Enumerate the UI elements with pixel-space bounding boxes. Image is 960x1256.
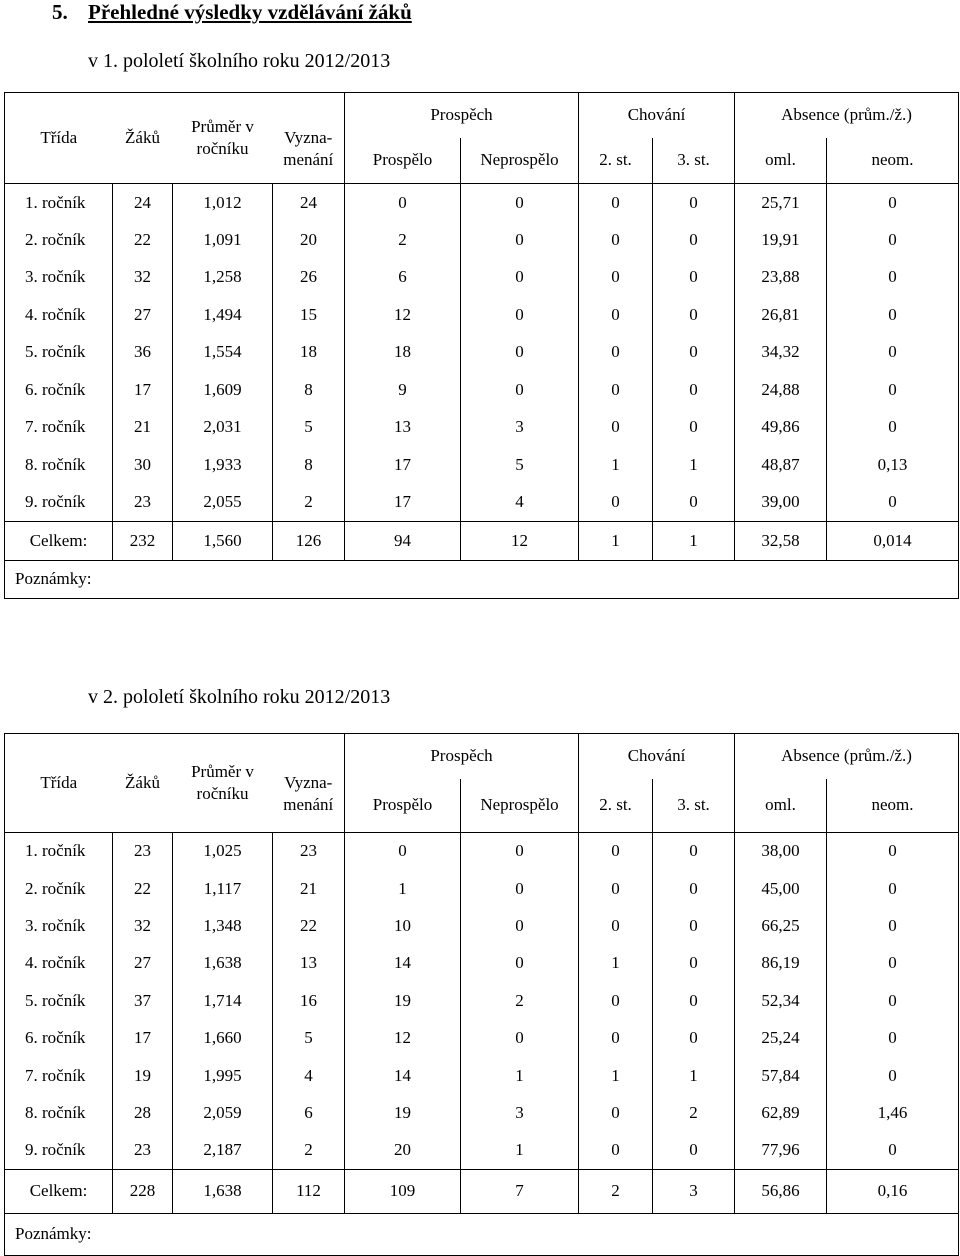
table-cell: 0 [653, 833, 735, 870]
table-row [5, 184, 959, 222]
table-cell: 19,91 [735, 221, 827, 259]
table-cell: 0 [827, 484, 959, 522]
row-label: 4. ročník [25, 953, 86, 973]
row-label: 6. ročník [25, 1028, 86, 1048]
column-header-prospech: Prospěch [345, 734, 579, 779]
table-cell: 1 [653, 446, 735, 484]
notes-row [5, 560, 959, 598]
table-cell: 32 [113, 259, 173, 297]
table-cell: 20 [345, 1132, 461, 1169]
table-cell: 0 [653, 982, 735, 1019]
total-label: Celkem: [5, 521, 113, 560]
table-row [5, 945, 959, 982]
table-cell: 32 [113, 907, 173, 944]
table-cell: 2 [345, 221, 461, 259]
table-cell: 0 [827, 221, 959, 259]
row-label: 3. ročník [25, 915, 86, 935]
table-cell: 57,84 [735, 1057, 827, 1094]
table-row [5, 1019, 959, 1056]
column-header-vyznamenani-line1: Vyzna- [284, 128, 333, 147]
table-row [5, 1057, 959, 1094]
table-cell: 24 [273, 184, 345, 222]
column-header-trida: Třída [40, 128, 78, 147]
table-cell: 16 [273, 982, 345, 1019]
table-cell: 0 [579, 334, 653, 372]
table-cell: 5 [461, 446, 579, 484]
column-header-prumer-line1: Průměr v [191, 762, 254, 781]
column-header-chovani: Chování [579, 734, 735, 779]
column-header-trida: Třída [40, 773, 78, 792]
column-header-neom: neom. [827, 779, 959, 833]
table-cell: 2,059 [173, 1094, 273, 1131]
table-cell: 2 [273, 484, 345, 522]
table-cell: 36 [113, 334, 173, 372]
row-label: 5. ročník [25, 342, 86, 362]
table-cell: 86,19 [735, 945, 827, 982]
table-cell: 1,609 [173, 371, 273, 409]
total-cell: 0,16 [827, 1169, 959, 1213]
table-cell: 26 [273, 259, 345, 297]
table-cell: 0 [827, 259, 959, 297]
row-label: 5. ročník [25, 990, 86, 1010]
table-cell: 0 [461, 945, 579, 982]
table-cell: 0 [653, 371, 735, 409]
table-cell: 1,660 [173, 1019, 273, 1056]
row-label: 7. ročník [25, 417, 86, 437]
total-cell: 112 [273, 1169, 345, 1213]
total-row [5, 521, 959, 560]
column-header-oml: oml. [735, 138, 827, 184]
table-cell: 15 [273, 296, 345, 334]
total-cell: 1,560 [173, 521, 273, 560]
table-cell: 0 [653, 907, 735, 944]
column-header-vyznamenani [273, 734, 345, 833]
column-header-3st: 3. st. [653, 779, 735, 833]
table-cell: 0 [579, 982, 653, 1019]
table-cell: 0 [461, 833, 579, 870]
column-header-2st: 2. st. [579, 138, 653, 184]
table-cell: 27 [113, 296, 173, 334]
row-label: 3. ročník [25, 267, 86, 287]
table-cell: 25,24 [735, 1019, 827, 1056]
table-cell: 0 [579, 833, 653, 870]
table-cell: 0 [827, 409, 959, 447]
table-cell: 17 [113, 1019, 173, 1056]
table-cell: 0 [579, 221, 653, 259]
table-cell: 18 [273, 334, 345, 372]
total-cell: 232 [113, 521, 173, 560]
table-cell: 34,32 [735, 334, 827, 372]
table-cell: 6 [345, 259, 461, 297]
table-cell: 0 [461, 907, 579, 944]
table-cell: 1 [345, 870, 461, 907]
table-cell: 1 [579, 945, 653, 982]
table-cell: 0 [461, 870, 579, 907]
notes-label: Poznámky: [5, 560, 959, 598]
table-cell: 22 [273, 907, 345, 944]
table-cell: 25,71 [735, 184, 827, 222]
section-number: 5. [52, 0, 68, 24]
table-cell: 19 [345, 1094, 461, 1131]
table-cell: 0 [579, 259, 653, 297]
table-row [5, 833, 959, 870]
table-cell: 0 [579, 1094, 653, 1131]
table-row [5, 870, 959, 907]
total-cell: 2 [579, 1169, 653, 1213]
column-header-zaku: Žáků [125, 773, 160, 792]
table-cell: 0 [653, 409, 735, 447]
total-row [5, 1169, 959, 1213]
table-cell: 0,13 [827, 446, 959, 484]
total-cell: 126 [273, 521, 345, 560]
total-cell: 32,58 [735, 521, 827, 560]
total-cell: 109 [345, 1169, 461, 1213]
table-cell: 5 [273, 1019, 345, 1056]
column-header-prospelo: Prospělo [345, 138, 461, 184]
table-cell: 22 [113, 221, 173, 259]
table-cell: 1,995 [173, 1057, 273, 1094]
table-cell: 0 [345, 833, 461, 870]
table-cell: 19 [345, 982, 461, 1019]
table-row [5, 334, 959, 372]
table-cell: 0 [461, 184, 579, 222]
row-label: 4. ročník [25, 304, 86, 324]
table-cell: 0 [653, 334, 735, 372]
table-cell: 0 [461, 334, 579, 372]
table-cell: 1 [579, 446, 653, 484]
table-cell: 0 [827, 371, 959, 409]
row-label: 6. ročník [25, 379, 86, 399]
column-header-2st: 2. st. [579, 779, 653, 833]
row-label: 8. ročník [25, 454, 86, 474]
table-row [5, 296, 959, 334]
total-cell: 1 [579, 521, 653, 560]
table-cell: 0 [653, 184, 735, 222]
table-cell: 14 [345, 1057, 461, 1094]
table-cell: 1 [653, 1057, 735, 1094]
column-header-vyznamenani-line2: menání [283, 795, 334, 814]
column-header-prumer-line2: ročníku [196, 139, 249, 158]
table-cell: 1,494 [173, 296, 273, 334]
table-cell: 14 [345, 945, 461, 982]
table-cell: 17 [113, 371, 173, 409]
row-label: 1. ročník [5, 833, 113, 870]
column-header-vyznamenani-line2: menání [283, 150, 334, 169]
column-header-vyznamenani [273, 93, 345, 184]
table-row [5, 907, 959, 944]
table-cell: 0 [653, 945, 735, 982]
table-cell: 38,00 [735, 833, 827, 870]
column-header-neprospelo: Neprospělo [461, 138, 579, 184]
total-cell: 7 [461, 1169, 579, 1213]
row-label: 2. ročník [25, 878, 86, 898]
table-cell: 2 [273, 1132, 345, 1169]
table-cell: 45,00 [735, 870, 827, 907]
table-cell: 0 [653, 1132, 735, 1169]
notes-label: Poznámky: [5, 1213, 959, 1255]
total-cell: 1,638 [173, 1169, 273, 1213]
table-cell: 18 [345, 334, 461, 372]
table-cell: 62,89 [735, 1094, 827, 1131]
table-cell: 0 [827, 1019, 959, 1056]
column-header-prumer-line2: ročníku [196, 784, 249, 803]
table-cell: 6 [273, 1094, 345, 1131]
column-header-prumer-line1: Průměr v [191, 117, 254, 136]
table-cell: 39,00 [735, 484, 827, 522]
table-cell: 12 [345, 296, 461, 334]
table-cell: 4 [273, 1057, 345, 1094]
table-row [5, 446, 959, 484]
table-cell: 0 [579, 409, 653, 447]
table-cell: 0 [827, 1057, 959, 1094]
table-cell: 1 [461, 1132, 579, 1169]
table-cell: 1,025 [173, 833, 273, 870]
column-header-prumer [173, 734, 273, 833]
table-cell: 17 [345, 484, 461, 522]
table-cell: 0 [461, 1019, 579, 1056]
table-cell: 1,091 [173, 221, 273, 259]
table-cell: 0 [827, 833, 959, 870]
table-cell: 19 [113, 1057, 173, 1094]
table-cell: 1,012 [173, 184, 273, 222]
table-cell: 49,86 [735, 409, 827, 447]
table-cell: 21 [273, 870, 345, 907]
table-cell: 24 [113, 184, 173, 222]
row-label: 1. ročník [5, 184, 113, 222]
table-cell: 24,88 [735, 371, 827, 409]
header-row-1 [5, 734, 959, 779]
semester1-table [4, 92, 959, 599]
table-cell: 12 [345, 1019, 461, 1056]
table-cell: 1,554 [173, 334, 273, 372]
semester2-subtitle: v 2. pololetí školního roku 2012/2013 [88, 686, 391, 708]
semester1-subtitle: v 1. pololetí školního roku 2012/2013 [88, 50, 391, 72]
table-cell: 22 [113, 870, 173, 907]
table-cell: 0 [827, 945, 959, 982]
table-cell: 52,34 [735, 982, 827, 1019]
total-cell: 3 [653, 1169, 735, 1213]
total-cell: 94 [345, 521, 461, 560]
table-cell: 0 [579, 371, 653, 409]
table-cell: 0 [827, 1132, 959, 1169]
table-cell: 0 [461, 221, 579, 259]
table-cell: 1,348 [173, 907, 273, 944]
table-cell: 23,88 [735, 259, 827, 297]
table-cell: 0 [827, 296, 959, 334]
table-cell: 1 [461, 1057, 579, 1094]
table-cell: 2,187 [173, 1132, 273, 1169]
column-header-neom: neom. [827, 138, 959, 184]
table-cell: 21 [113, 409, 173, 447]
table-cell: 3 [461, 409, 579, 447]
table-cell: 2,031 [173, 409, 273, 447]
table-cell: 26,81 [735, 296, 827, 334]
table-cell: 0 [653, 484, 735, 522]
table-cell: 2 [461, 982, 579, 1019]
column-header-chovani: Chování [579, 93, 735, 138]
table-cell: 10 [345, 907, 461, 944]
table-cell: 2,055 [173, 484, 273, 522]
table-row [5, 1132, 959, 1169]
table-cell: 20 [273, 221, 345, 259]
table-cell: 13 [273, 945, 345, 982]
column-header-absence: Absence (prům./ž.) [735, 734, 959, 779]
row-label: 7. ročník [25, 1065, 86, 1085]
table-cell: 0 [461, 371, 579, 409]
section-title: Přehledné výsledky vzdělávání žáků [88, 0, 412, 24]
table-cell: 17 [345, 446, 461, 484]
table-cell: 13 [345, 409, 461, 447]
table-cell: 0 [345, 184, 461, 222]
table-cell: 8 [273, 371, 345, 409]
table-cell: 2 [653, 1094, 735, 1131]
column-header-prospelo: Prospělo [345, 779, 461, 833]
table-cell: 0 [579, 1132, 653, 1169]
table-row [5, 259, 959, 297]
table-cell: 27 [113, 945, 173, 982]
table-cell: 0 [827, 334, 959, 372]
table-cell: 0 [827, 982, 959, 1019]
table-cell: 28 [113, 1094, 173, 1131]
table-cell: 0 [827, 184, 959, 222]
semester2-table [4, 733, 959, 1256]
table-cell: 0 [579, 184, 653, 222]
column-header-prumer [173, 93, 273, 184]
table-cell: 1,638 [173, 945, 273, 982]
table-cell: 48,87 [735, 446, 827, 484]
row-label: 2. ročník [25, 229, 86, 249]
column-header-3st: 3. st. [653, 138, 735, 184]
table-cell: 5 [273, 409, 345, 447]
total-cell: 0,014 [827, 521, 959, 560]
table-cell: 0 [579, 907, 653, 944]
row-label: 9. ročník [25, 492, 86, 511]
table-cell: 1,117 [173, 870, 273, 907]
column-header-zaku: Žáků [125, 128, 160, 147]
table-cell: 23 [113, 484, 173, 522]
table-cell: 1,46 [827, 1094, 959, 1131]
table-cell: 8 [273, 446, 345, 484]
table-row [5, 409, 959, 447]
table-cell: 9 [345, 371, 461, 409]
table-cell: 23 [273, 833, 345, 870]
table-cell: 23 [113, 833, 173, 870]
table-cell: 0 [827, 907, 959, 944]
table-cell: 0 [653, 1019, 735, 1056]
total-cell: 12 [461, 521, 579, 560]
table-cell: 1,933 [173, 446, 273, 484]
table-cell: 1,258 [173, 259, 273, 297]
column-header-neprospelo: Neprospělo [461, 779, 579, 833]
table-row [5, 1094, 959, 1131]
table-cell: 0 [579, 1019, 653, 1056]
total-label: Celkem: [5, 1169, 113, 1213]
table-cell: 0 [461, 296, 579, 334]
total-cell: 1 [653, 521, 735, 560]
table-cell: 37 [113, 982, 173, 1019]
table-cell: 0 [653, 870, 735, 907]
table-cell: 4 [461, 484, 579, 522]
notes-row [5, 1213, 959, 1255]
column-header-absence: Absence (prům./ž.) [735, 93, 959, 138]
table-cell: 30 [113, 446, 173, 484]
table-cell: 1 [579, 1057, 653, 1094]
table-cell: 23 [113, 1132, 173, 1169]
table-cell: 1,714 [173, 982, 273, 1019]
table-cell: 66,25 [735, 907, 827, 944]
total-cell: 56,86 [735, 1169, 827, 1213]
section-heading [52, 0, 412, 25]
table-cell: 0 [653, 221, 735, 259]
table-row [5, 484, 959, 522]
header-row-1 [5, 93, 959, 138]
column-header-vyznamenani-line1: Vyzna- [284, 773, 333, 792]
column-header-prospech: Prospěch [345, 93, 579, 138]
table-cell: 0 [827, 870, 959, 907]
table-row [5, 371, 959, 409]
table-row [5, 221, 959, 259]
table-cell: 0 [579, 870, 653, 907]
table-cell: 0 [653, 296, 735, 334]
table-cell: 3 [461, 1094, 579, 1131]
table-cell: 0 [461, 259, 579, 297]
row-label: 8. ročník [25, 1102, 86, 1122]
table-cell: 0 [579, 296, 653, 334]
total-cell: 228 [113, 1169, 173, 1213]
row-label: 9. ročník [25, 1140, 86, 1160]
table-cell: 0 [653, 259, 735, 297]
table-row [5, 982, 959, 1019]
table-cell: 77,96 [735, 1132, 827, 1169]
table-cell: 0 [579, 484, 653, 522]
column-header-oml: oml. [735, 779, 827, 833]
